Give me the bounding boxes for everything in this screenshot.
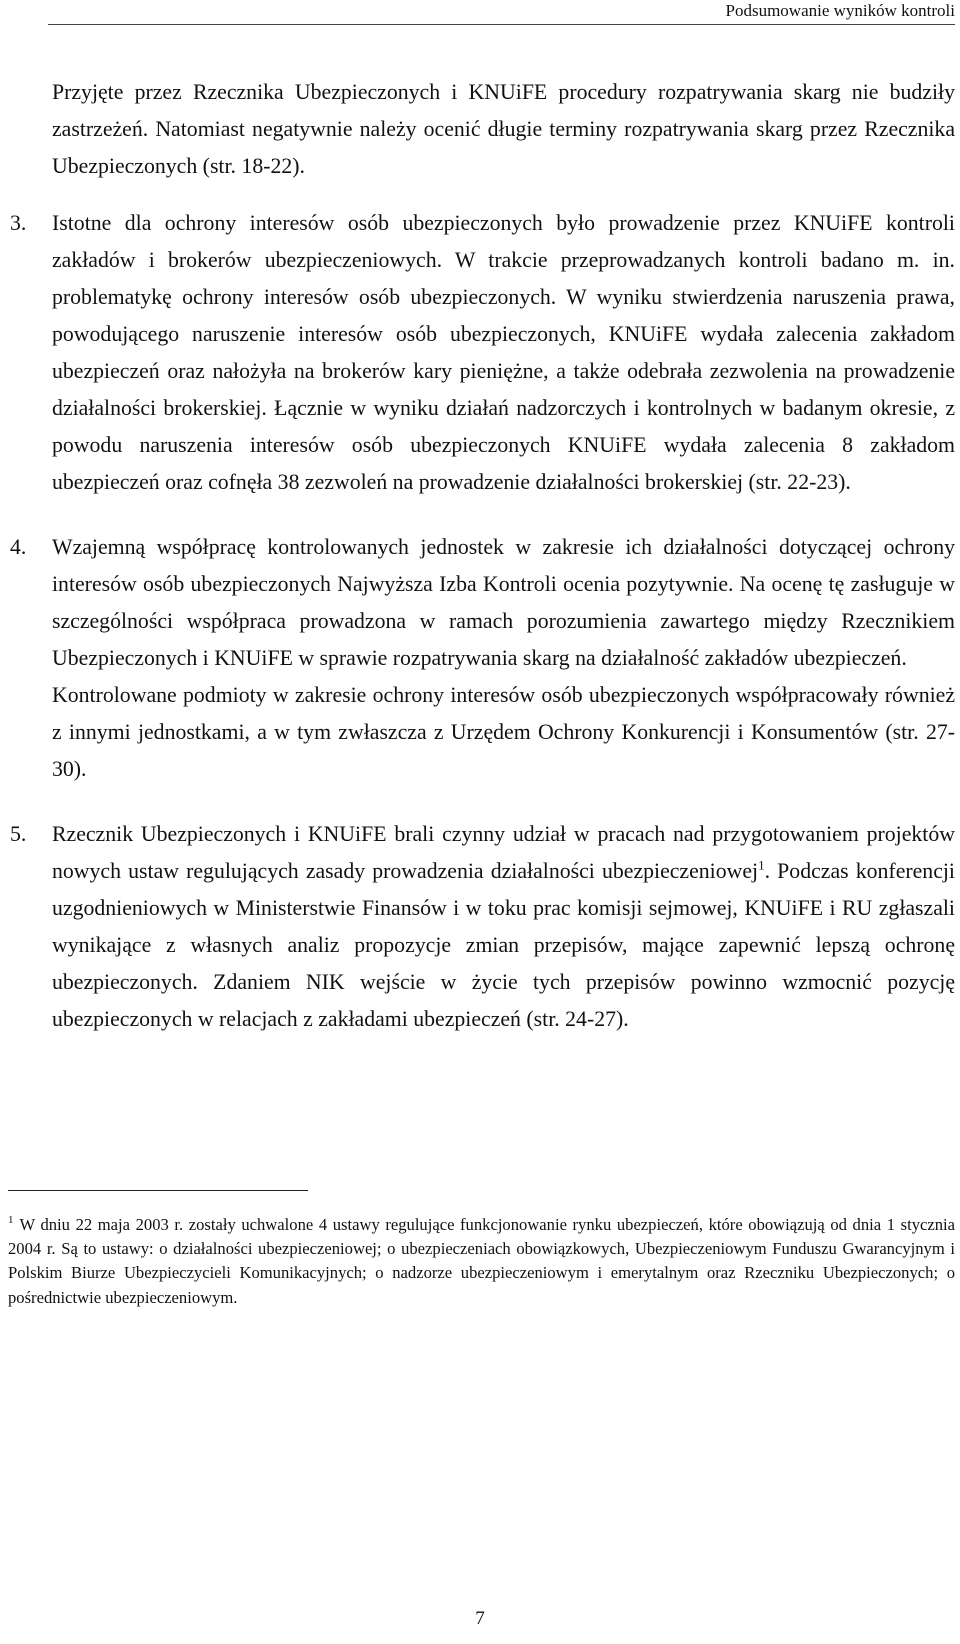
footnote-mark: 1: [8, 1214, 14, 1227]
list-item-3-text: Istotne dla ochrony interesów osób ubezpieczonych było prowadzenie przez KNUiFE kontroli zakładów i brokerów ubezpieczeniowych. W trakcie przeprowadzanych kontroli badano m. in. problematykę ochrony interesów osób ubezpieczonych. W wyniku stwierdzenia naruszenia prawa, powodującego naruszenie interesów osób ubezpieczonych, KNUiFE wydała zalecenia zakładom ubezpieczeń oraz nałożyła na brokerów kary pieniężne, a także odebrała zezwolenia na prowadzenie działalności brokerskiej. Łącznie w wyniku działań nadzorczych i kontrolnych w badanym okresie, z powodu naruszenia interesów osób ubezpieczonych KNUiFE wydała zalecenia 8 zakładom ubezpieczeń oraz cofnęła 38 zezwoleń na prowadzenie działalności brokerskiej (str. 22-23).: [52, 211, 955, 494]
list-item-3: [10, 205, 955, 501]
footnote-reference[interactable]: 1: [758, 857, 765, 873]
list-item-4: [10, 529, 955, 788]
list-item-5-text-after-note: . Podczas konferencji uzgodnieniowych w Ministerstwie Finansów i w toku prac komisji sejmowej, KNUiFE i RU zgłaszali wynikające z własnych analiz propozycje zmian przepisów, mające zapewnić lepszą ochronę ubezpieczonych. Zdaniem NIK wejście w życie tych przepisów powinno wzmocnić pozycję ubezpieczonych w relacjach z zakładami ubezpieczeń (str. 24-27).: [52, 859, 955, 1031]
main-text: [0, 74, 960, 1038]
list-item-4-text-b: Kontrolowane podmioty w zakresie ochrony interesów osób ubezpieczonych współpracowały również z innymi jednostkami, a w tym zwłaszcza z Urzędem Ochrony Konkurencji i Konsumentów (str. 27-30).: [52, 683, 955, 781]
list-item-3-number: 3.: [10, 211, 27, 235]
list-item-4-text-a: Wzajemną współpracę kontrolowanych jednostek w zakresie ich działalności dotyczącej ochrony interesów osób ubezpieczonych Najwyższa Izba Kontroli ocenia pozytywnie. Na ocenę tę zasługuje w szczególności współpraca prowadzona w ramach porozumienia zawartego między Rzecznikiem Ubezpieczonych i KNUiFE w sprawie rozpatrywania skarg na działalność zakładów ubezpieczeń.: [52, 535, 955, 670]
intro-paragraph: Przyjęte przez Rzecznika Ubezpieczonych i KNUiFE procedury rozpatrywania skarg nie budziły zastrzeżeń. Natomiast negatywnie należy ocenić długie terminy rozpatrywania skarg przez Rzecznika Ubezpieczonych (str. 18-22).: [52, 80, 955, 178]
footnote-divider: [8, 1190, 308, 1191]
footnote-text: W dniu 22 maja 2003 r. zostały uchwalone 4 ustawy regulujące funkcjonowanie rynku ubezpieczeń, które obowiązują od dnia 1 stycznia 2004 r. Są to ustawy: o działalności ubezpieczeniowej; o ubezpieczeniach obowiązkowych, Ubezpieczeniowym Funduszu Gwarancyjnym i Polskim Biurze Ubezpieczycieli Komunikacyjnych; o nadzorze ubezpieczeniowym i emerytalnym oraz Rzeczniku Ubezpieczonych; o pośrednictwie ubezpieczeniowym.: [8, 1215, 955, 1307]
list-item-5-text-before-note: Rzecznik Ubezpieczonych i KNUiFE brali czynny udział w pracach nad przygotowaniem projektów nowych ustaw regulujących zasady prowadzenia działalności ubezpieczeniowej: [52, 822, 955, 883]
page-number: 7: [475, 1608, 485, 1629]
list-item-5-number: 5.: [10, 822, 27, 846]
footnote: [8, 1213, 955, 1310]
running-header: Podsumowanie wyników kontroli: [725, 1, 955, 20]
header-divider: [48, 24, 955, 25]
list-item-4-number: 4.: [10, 535, 27, 559]
list-item-5: [10, 816, 955, 1038]
